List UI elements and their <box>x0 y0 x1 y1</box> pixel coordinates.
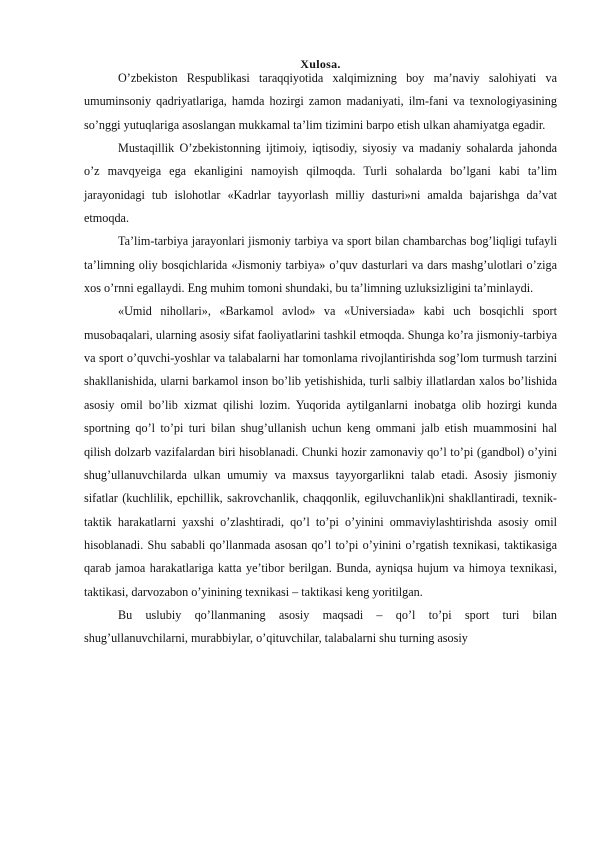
paragraph-1: O’zbekiston Respublikasi taraqqiyotida xalqimizning boy ma’naviy salohiyati va umuminsoniy qadriyatlariga, hamda hozirgi zamon madaniyati, ilm-fani va texnologiyasining so’nggi yutuqlariga asoslangan mukkamal ta’lim tizimini barpo etish ulkan ahamiyatga egadir. <box>84 71 557 132</box>
document-title: Xulosa. <box>300 57 341 71</box>
paragraph-3: Ta’lim-tarbiya jarayonlari jismoniy tarbiya va sport bilan chambarchas bog’liqligi tufayli ta’limning oliy bosqichlarida «Jismoniy tarbiya» o’quv dasturlari va dars mashg’ulotlari o’ziga xos o’rnni egallaydi. Eng muhim tomoni shundaki, bu ta’limning uzluksizligini ta’minlaydi. <box>84 234 557 296</box>
paragraph-4: «Umid nihollari», «Barkamol avlod» va «Universiada» kabi uch bosqichli sport musobaqalari, ularning asosiy sifat faoliyatlarini tashkil etmoqda. Shunga ko’ra jismoniy-tarbiya va sport o’quvchi-yoshlar va talabalarni har tomonlama rivojlantirishda sog’lom turmush tarzini shakllanishida, ularni barkamol inson bo’lib yetishishida, turli salbiy illatlardan xalos bo’lishida asosiy omil bo’lib xizmat qilishi lozim. Yuqorida aytilganlarni inobatga olib hozirgi kunda sportning qo’l to’pi turi bilan shug’ullanish uchun keng ommani jalb etish muammosini hal qilish dolzarb vazifalardan biri hisoblanadi. Chunki hozir zamonaviy qo’l to’pi (gandbol) o’yini shug’ullanuvchilarda ulkan umumiy va maxsus tayyorgarlikni talab etadi. Asosiy jismoniy sifatlar (kuchlilik, epchillik, sakrovchanlik, chaqqonlik, egiluvchanlik)ni shakllantiradi, texnik-taktik harakatlarni yaxshi o’zlashtiradi, qo’l to’pi o’yinini ommaviylashtirishda asosiy omil hisoblanadi. Shu sababli qo’llanmada asosan qo’l to’pi o’yinini o’rgatish texnikasi, taktikasiga qarab jamoa harakatlariga katta ye’tibor berilgan. Bunda, ayniqsa hujum va himoya texnikasi, taktikasi, darvozabon o’yinining texnikasi – taktikasi keng yoritilgan. <box>84 304 557 599</box>
paragraph-2: Mustaqillik O’zbekistonning ijtimoiy, iqtisodiy, siyosiy va madaniy sohalarda jahonda o’z mavqyeiga ega ekanligini namoyish qilmoqda. Turli sohalarda bo’lgani kabi ta’lim jarayonidagi tub islohotlar «Kadrlar tayyorlash milliy dasturi»ni amalda bajarishga da’vat etmoqda. <box>84 141 557 226</box>
document-body <box>84 67 557 651</box>
paragraph-5: Bu uslubiy qo’llanmaning asosiy maqsadi – qo’l to’pi sport turi bilan shug’ullanuvchilarni, murabbiylar, o’qituvchilar, talabalarni shu turning asosiy <box>84 607 557 646</box>
